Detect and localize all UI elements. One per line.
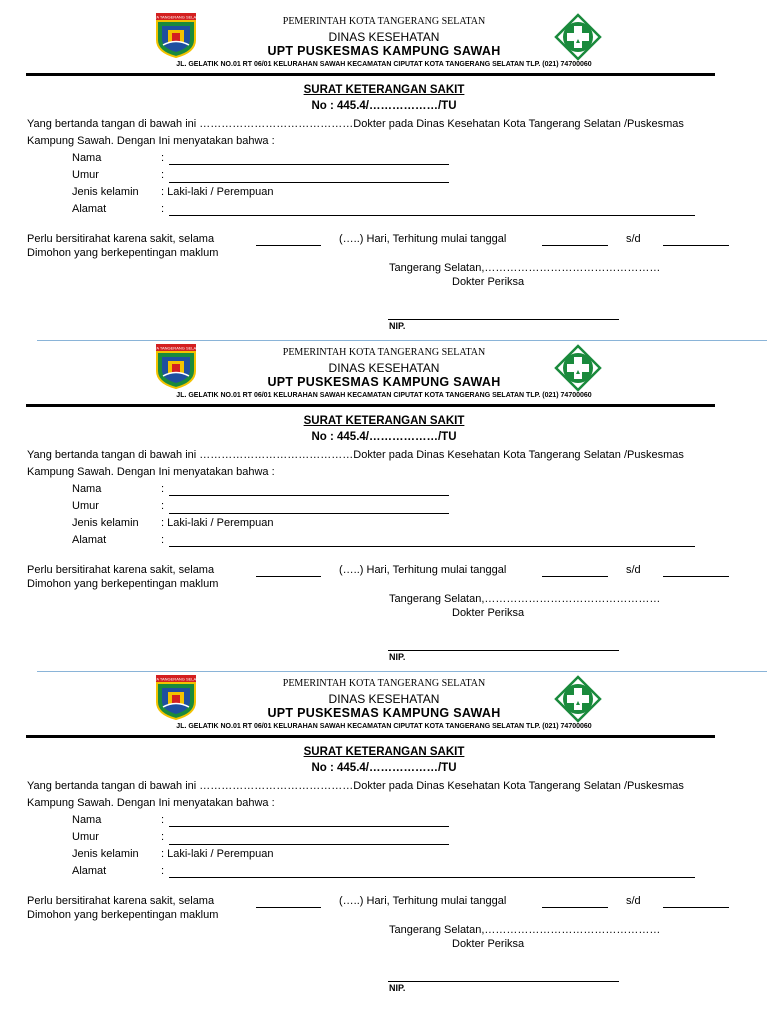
days-text: (…..) Hari, Terhitung mulai tanggal: [339, 895, 507, 907]
letter-title: SURAT KETERANGAN SAKIT: [303, 84, 465, 96]
field-value-jenis-kelamin: : Laki-laki / Perempuan: [161, 517, 274, 529]
letter-number: No : 445.4/………………/TU: [311, 100, 457, 112]
days-text: (…..) Hari, Terhitung mulai tanggal: [339, 233, 507, 245]
rest-text: Perlu bersitirahat karena sakit, selama: [27, 895, 215, 907]
field-label-nama: Nama: [72, 152, 102, 164]
logo-left-text: KOTA TANGERANG SELATAN: [148, 345, 204, 351]
intro-line-2: Kampung Sawah. Dengan Ini menyatakan bahwa :: [27, 797, 275, 809]
umur-input-line[interactable]: [169, 513, 449, 514]
intro-line-2: Kampung Sawah. Dengan Ini menyatakan bahwa :: [27, 466, 275, 478]
field-label-nama: Nama: [72, 814, 102, 826]
upt-name: UPT PUSKESMAS KAMPUNG SAWAH: [267, 44, 501, 58]
dinas-name: DINAS KESEHATAN: [328, 692, 440, 706]
until-text: s/d: [626, 233, 641, 245]
signature-line[interactable]: [388, 650, 619, 651]
doctor-title: Dokter Periksa: [452, 276, 525, 288]
nama-input-line[interactable]: [169, 495, 449, 496]
field-label-umur: Umur: [72, 169, 99, 181]
health-ministry-logo: [555, 345, 601, 391]
letter-title: SURAT KETERANGAN SAKIT: [303, 415, 465, 427]
field-label-nama: Nama: [72, 483, 102, 495]
umur-input-line[interactable]: [169, 182, 449, 183]
umur-input-line[interactable]: [169, 844, 449, 845]
header-rule: [26, 73, 715, 76]
nip-label: NIP.: [389, 652, 406, 662]
field-label-umur: Umur: [72, 831, 99, 843]
address: JL. GELATIK NO.01 RT 06/01 KELURAHAN SAWAH KECAMATAN CIPUTAT KOTA TANGERANG SELATAN TLP. (021) 74700060: [176, 723, 592, 730]
end-date-line[interactable]: [663, 245, 729, 246]
doctor-title: Dokter Periksa: [452, 938, 525, 950]
header-rule: [26, 404, 715, 407]
end-date-line[interactable]: [663, 907, 729, 908]
field-value-alamat: :: [161, 534, 165, 546]
maklum-text: Dimohon yang berkepentingan maklum: [27, 578, 219, 590]
dinas-name: DINAS KESEHATAN: [328, 361, 440, 375]
field-label-jenis-kelamin: Jenis kelamin: [72, 186, 139, 198]
field-label-umur: Umur: [72, 500, 99, 512]
signature-line[interactable]: [388, 981, 619, 982]
rest-duration-line[interactable]: [256, 245, 321, 246]
start-date-line[interactable]: [542, 576, 608, 577]
field-label-alamat: Alamat: [72, 203, 107, 215]
rest-duration-line[interactable]: [256, 907, 321, 908]
place-date: Tangerang Selatan,…………………………………………: [389, 593, 661, 605]
gov-name: PEMERINTAH KOTA TANGERANG SELATAN: [282, 347, 486, 358]
until-text: s/d: [626, 895, 641, 907]
sick-letter-section: [0, 662, 768, 993]
rest-text: Perlu bersitirahat karena sakit, selama: [27, 233, 215, 245]
letter-number: No : 445.4/………………/TU: [311, 762, 457, 774]
field-value-umur: :: [161, 500, 165, 512]
rest-duration-line[interactable]: [256, 576, 321, 577]
alamat-input-line[interactable]: [169, 546, 695, 547]
logo-left-text: KOTA TANGERANG SELATAN: [148, 676, 204, 682]
gov-name: PEMERINTAH KOTA TANGERANG SELATAN: [282, 678, 486, 689]
field-value-umur: :: [161, 831, 165, 843]
maklum-text: Dimohon yang berkepentingan maklum: [27, 247, 219, 259]
days-text: (…..) Hari, Terhitung mulai tanggal: [339, 564, 507, 576]
until-text: s/d: [626, 564, 641, 576]
field-label-alamat: Alamat: [72, 534, 107, 546]
field-label-jenis-kelamin: Jenis kelamin: [72, 848, 139, 860]
address: JL. GELATIK NO.01 RT 06/01 KELURAHAN SAWAH KECAMATAN CIPUTAT KOTA TANGERANG SELATAN TLP. (021) 74700060: [176, 61, 592, 68]
dinas-name: DINAS KESEHATAN: [328, 30, 440, 44]
health-ministry-logo: [555, 676, 601, 722]
logo-left-text: KOTA TANGERANG SELATAN: [148, 14, 204, 20]
signature-line[interactable]: [388, 319, 619, 320]
header-rule: [26, 735, 715, 738]
nama-input-line[interactable]: [169, 826, 449, 827]
sick-letter-section: [0, 0, 768, 331]
field-value-alamat: :: [161, 865, 165, 877]
field-label-jenis-kelamin: Jenis kelamin: [72, 517, 139, 529]
field-value-jenis-kelamin: : Laki-laki / Perempuan: [161, 186, 274, 198]
field-value-jenis-kelamin: : Laki-laki / Perempuan: [161, 848, 274, 860]
end-date-line[interactable]: [663, 576, 729, 577]
field-value-alamat: :: [161, 203, 165, 215]
nip-label: NIP.: [389, 321, 406, 331]
rest-text: Perlu bersitirahat karena sakit, selama: [27, 564, 215, 576]
start-date-line[interactable]: [542, 907, 608, 908]
place-date: Tangerang Selatan,…………………………………………: [389, 262, 661, 274]
intro-line-2: Kampung Sawah. Dengan Ini menyatakan bahwa :: [27, 135, 275, 147]
nip-label: NIP.: [389, 983, 406, 993]
letter-number: No : 445.4/………………/TU: [311, 431, 457, 443]
field-label-alamat: Alamat: [72, 865, 107, 877]
nama-input-line[interactable]: [169, 164, 449, 165]
start-date-line[interactable]: [542, 245, 608, 246]
health-ministry-logo: [555, 14, 601, 60]
upt-name: UPT PUSKESMAS KAMPUNG SAWAH: [267, 375, 501, 389]
intro-line-1: Yang bertanda tangan di bawah ini ……………………………………Dokter pada Dinas Kesehatan Kota Tangerang Selatan /Puskesmas: [27, 449, 684, 461]
field-value-nama: :: [161, 814, 165, 826]
maklum-text: Dimohon yang berkepentingan maklum: [27, 909, 219, 921]
field-value-nama: :: [161, 152, 165, 164]
alamat-input-line[interactable]: [169, 215, 695, 216]
doctor-title: Dokter Periksa: [452, 607, 525, 619]
upt-name: UPT PUSKESMAS KAMPUNG SAWAH: [267, 706, 501, 720]
letter-title: SURAT KETERANGAN SAKIT: [303, 746, 465, 758]
address: JL. GELATIK NO.01 RT 06/01 KELURAHAN SAWAH KECAMATAN CIPUTAT KOTA TANGERANG SELATAN TLP. (021) 74700060: [176, 392, 592, 399]
alamat-input-line[interactable]: [169, 877, 695, 878]
place-date: Tangerang Selatan,…………………………………………: [389, 924, 661, 936]
gov-name: PEMERINTAH KOTA TANGERANG SELATAN: [282, 16, 486, 27]
intro-line-1: Yang bertanda tangan di bawah ini ……………………………………Dokter pada Dinas Kesehatan Kota Tangerang Selatan /Puskesmas: [27, 118, 684, 130]
field-value-nama: :: [161, 483, 165, 495]
intro-line-1: Yang bertanda tangan di bawah ini ……………………………………Dokter pada Dinas Kesehatan Kota Tangerang Selatan /Puskesmas: [27, 780, 684, 792]
sick-letter-section: [0, 331, 768, 662]
field-value-umur: :: [161, 169, 165, 181]
